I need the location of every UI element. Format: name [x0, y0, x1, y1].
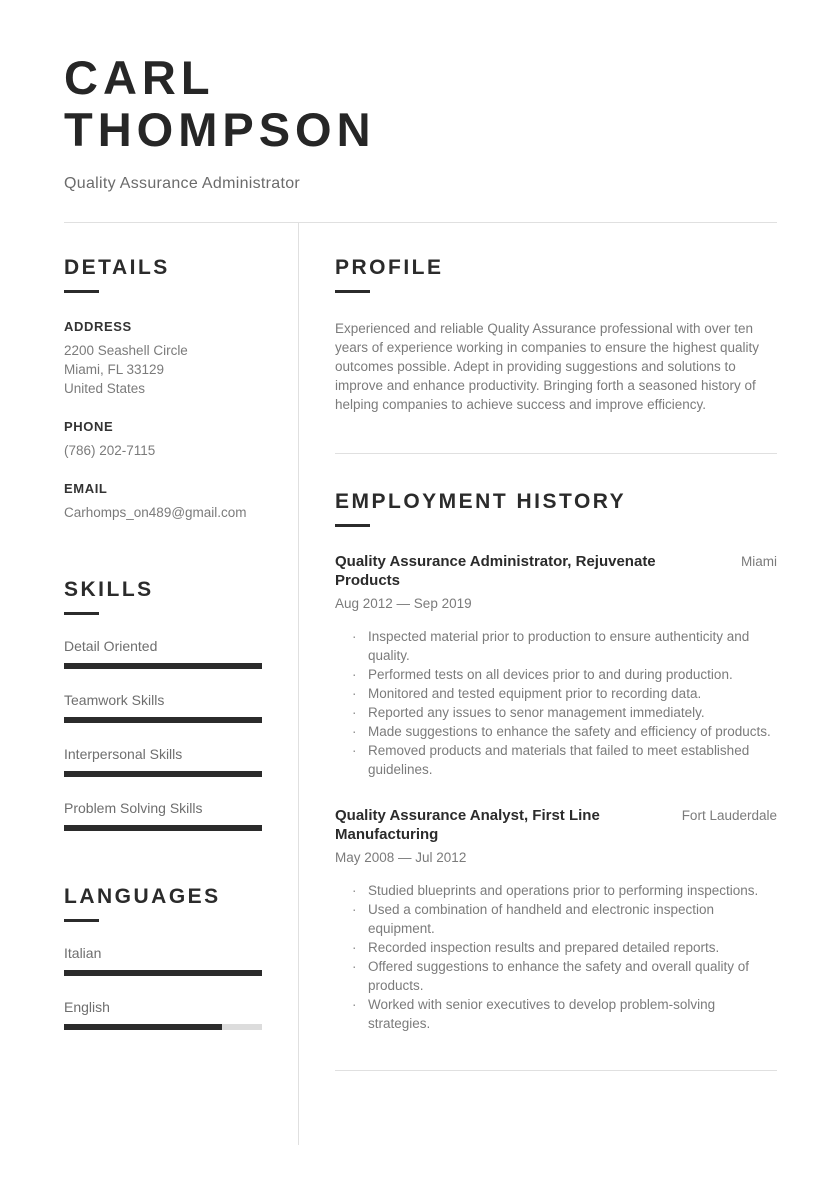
job-header [335, 552, 777, 590]
job-title: Quality Assurance Analyst, First Line Manufacturing [335, 807, 600, 843]
phone-value: (786) 202-7115 [64, 443, 156, 458]
job-bullet: · Studied blueprints and operations prior to performing inspections. [335, 881, 777, 900]
details-section [64, 256, 262, 522]
skill-level-bar [64, 663, 262, 669]
language-level-bar [64, 970, 262, 976]
address-line: Miami, FL 33129 [64, 362, 165, 377]
skills-heading-underline [64, 612, 99, 615]
language-item [64, 945, 262, 976]
address-label: ADDRESS [64, 319, 132, 334]
skill-level-fill [64, 663, 262, 669]
details-heading-underline [64, 290, 99, 293]
job-bullet: · Inspected material prior to production to ensure authenticity and quality. [335, 627, 777, 665]
languages-heading: LANGUAGES [64, 885, 221, 908]
languages-heading-underline [64, 919, 99, 922]
profile-heading-underline [335, 290, 370, 293]
skill-item [64, 692, 262, 723]
job-bullet-list [335, 627, 777, 779]
candidate-job-title: Quality Assurance Administrator [64, 175, 301, 192]
profile-heading: PROFILE [335, 256, 444, 279]
language-label: English [64, 999, 110, 1015]
employment-heading-underline [335, 524, 370, 527]
skill-label: Detail Oriented [64, 638, 158, 654]
job-bullet: · Worked with senior executives to develop problem-solving strategies. [335, 995, 777, 1033]
job-title: Quality Assurance Administrator, Rejuvenate Products [335, 553, 656, 589]
email-label: EMAIL [64, 481, 108, 496]
profile-summary: Experienced and reliable Quality Assurance professional with over ten years of experience working in companies to ensure the highest quality outcomes possible. Adept in providing suggestions and solutions to improve and enhance productivity. Bringing forth a seasoned history of helping companies to achieve success and improve efficiency. [335, 321, 759, 412]
job-location: Miami [741, 554, 777, 569]
job-header [335, 806, 777, 844]
details-heading: DETAILS [64, 256, 170, 279]
job-bullet: · Made suggestions to enhance the safety and efficiency of products. [335, 722, 777, 741]
job-dates: Aug 2012 — Sep 2019 [335, 596, 472, 611]
job-bullet: · Removed products and materials that failed to meet established guidelines. [335, 741, 777, 779]
job-bullet: · Performed tests on all devices prior to and during production. [335, 665, 777, 684]
candidate-name [64, 52, 777, 156]
skill-label: Problem Solving Skills [64, 800, 203, 816]
language-item [64, 999, 262, 1030]
skill-label: Teamwork Skills [64, 692, 165, 708]
address-line: 2200 Seashell Circle [64, 343, 188, 358]
language-level-bar [64, 1024, 262, 1030]
skill-level-bar [64, 717, 262, 723]
language-level-fill [64, 970, 262, 976]
skill-label: Interpersonal Skills [64, 746, 183, 762]
job-entry [335, 806, 777, 1033]
job-bullet: · Recorded inspection results and prepared detailed reports. [335, 938, 777, 957]
skill-item [64, 800, 262, 831]
skill-level-bar [64, 771, 262, 777]
skill-level-fill [64, 825, 262, 831]
skills-section [64, 578, 262, 831]
languages-section [64, 885, 262, 1030]
language-label: Italian [64, 945, 102, 961]
candidate-last-name: THOMPSON [64, 103, 376, 156]
job-bullet: · Monitored and tested equipment prior to recording data. [335, 684, 777, 703]
job-bullet: · Reported any issues to senor management immediately. [335, 703, 777, 722]
skill-level-fill [64, 717, 262, 723]
address-value [64, 341, 262, 398]
sidebar [64, 223, 262, 1145]
skill-level-fill [64, 771, 262, 777]
profile-section [335, 256, 777, 414]
employment-history-section [335, 490, 777, 1033]
job-location: Fort Lauderdale [681, 808, 777, 823]
skill-item [64, 746, 262, 777]
skill-item [64, 638, 262, 669]
skills-heading: SKILLS [64, 578, 154, 601]
phone-label: PHONE [64, 419, 114, 434]
email-value: Carhomps_on489@gmail.com [64, 505, 247, 520]
employment-end-divider [335, 1070, 777, 1071]
job-bullet: · Used a combination of handheld and electronic inspection equipment. [335, 900, 777, 938]
resume-header [64, 0, 777, 193]
main-content [299, 223, 777, 1145]
skill-level-bar [64, 825, 262, 831]
content-columns [64, 223, 777, 1145]
job-entry [335, 552, 777, 779]
profile-employment-divider [335, 453, 777, 454]
job-bullet: · Offered suggestions to enhance the safety and overall quality of products. [335, 957, 777, 995]
column-gap [262, 223, 298, 1145]
job-dates: May 2008 — Jul 2012 [335, 850, 467, 865]
job-bullet-list [335, 881, 777, 1033]
candidate-first-name: CARL [64, 51, 215, 104]
address-line: United States [64, 381, 146, 396]
employment-history-heading: EMPLOYMENT HISTORY [335, 490, 627, 513]
language-level-fill [64, 1024, 222, 1030]
